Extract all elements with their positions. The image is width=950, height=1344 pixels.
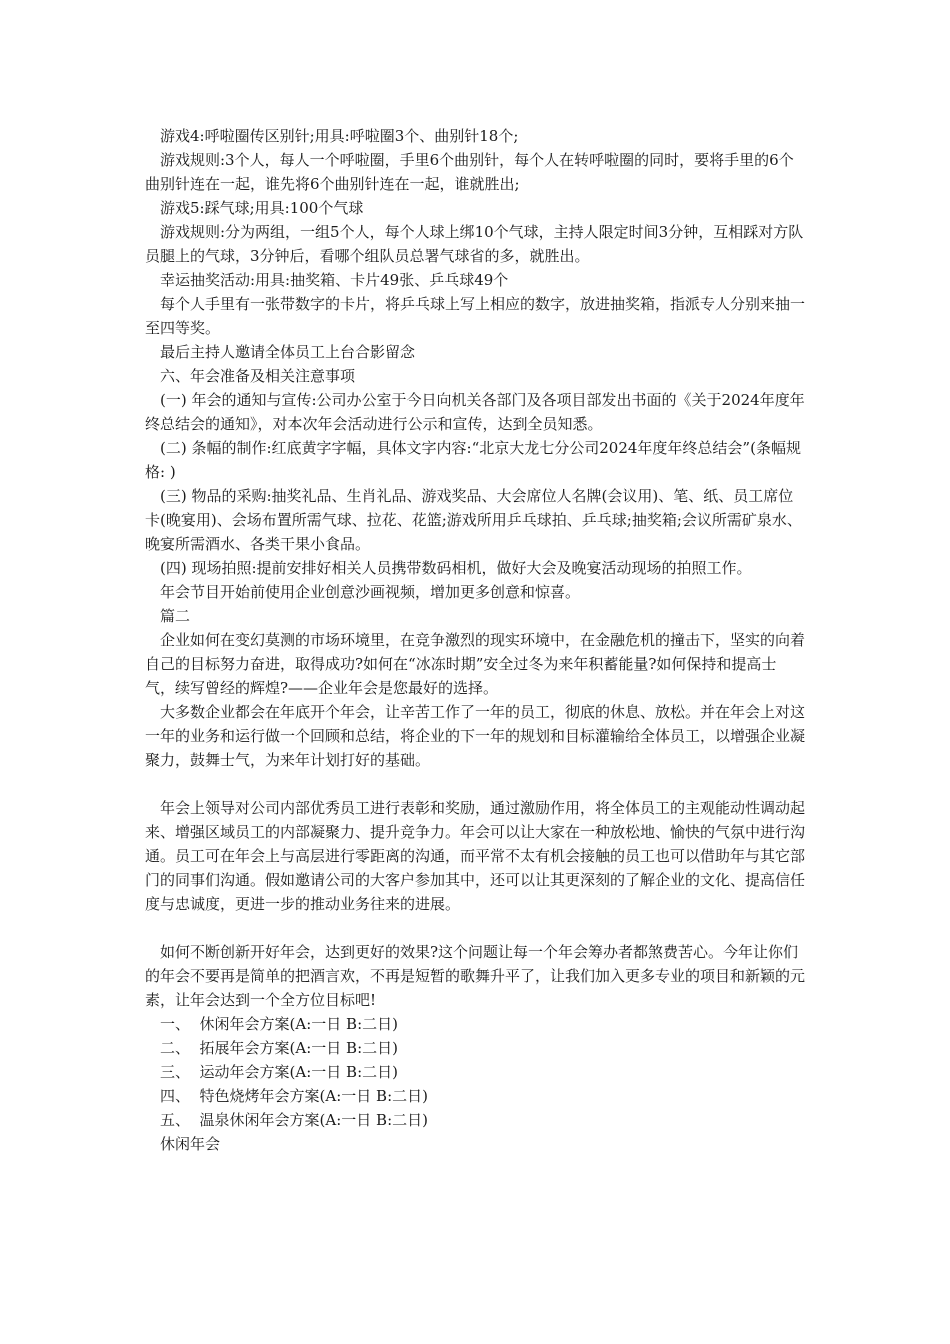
paragraph-game5: 游戏5:踩气球;用具:100个气球 — [160, 199, 364, 217]
list-item: 二、 拓展年会方案(A:一日 B:二日) — [160, 1039, 398, 1057]
list-item: 一、 休闲年会方案(A:一日 B:二日) — [160, 1015, 398, 1033]
paragraph-photography: (四) 现场拍照:提前安排好相关人员携带数码相机，做好大会及晚宴活动现场的拍照工作。 — [160, 559, 752, 577]
blank-line — [145, 916, 805, 940]
section-heading-preparation: 六、年会准备及相关注意事项 — [160, 367, 356, 385]
paragraph-year-end: 大多数企业都会在年底开个年会，让辛苦工作了一年的员工，彻底的休息、放松。并在年会上对这一年的业务和运行做一个回顾和总结，将企业的下一年的规划和目标灌输给全体员工，以增强企业凝聚力，鼓舞士气，为来年计划打好的基础。 — [145, 703, 806, 769]
paragraph-intro: 企业如何在变幻莫测的市场环境里，在竞争激烈的现实环境中，在金融危机的撞击下，坚实的向着自己的目标努力奋进，取得成功?如何在“冰冻时期”安全过冬为来年积蓄能量?如何保持和提高士气，续写曾经的辉煌?——企业年会是您最好的选择。 — [145, 631, 806, 697]
document-body — [145, 124, 805, 1156]
blank-line — [145, 772, 805, 796]
paragraph-lucky-draw-rules: 每个人手里有一张带数字的卡片，将乒乓球上写上相应的数字，放进抽奖箱，指派专人分别来抽一至四等奖。 — [145, 295, 806, 337]
list-item: 五、 温泉休闲年会方案(A:一日 B:二日) — [160, 1111, 428, 1129]
paragraph-sand-art: 年会节目开始前使用企业创意沙画视频，增加更多创意和惊喜。 — [160, 583, 581, 601]
paragraph-game4: 游戏4:呼啦圈传区别针;用具:呼啦圈3个、曲别针18个; — [160, 127, 519, 145]
paragraph-game5-rules: 游戏规则:分为两组，一组5个人，每个人球上绑10个气球，主持人限定时间3分钟，互相踩对方队员腿上的气球，3分钟后，看哪个组队员总署气球省的多，就胜出。 — [145, 223, 804, 265]
paragraph-lucky-draw: 幸运抽奖活动:用具:抽奖箱、卡片49张、乒乓球49个 — [160, 271, 509, 289]
paragraph-closing: 休闲年会 — [160, 1135, 221, 1153]
paragraph-awards: 年会上领导对公司内部优秀员工进行表彰和奖励，通过激励作用，将全体员工的主观能动性调动起来、增强区域员工的内部凝聚力、提升竞争力。年会可以让大家在一种放松地、愉快的气氛中进行沟通。员工可在年会上与高层进行零距离的沟通，而平常不太有机会接触的员工也可以借助年与其它部门的同事们沟通。假如邀请公司的大客户参加其中，还可以让其更深刻的了解企业的文化、提高信任度与忠诚度，更进一步的推动业务往来的进展。 — [145, 799, 806, 913]
paragraph-game4-rules: 游戏规则:3个人，每人一个呼啦圈，手里6个曲别针，每个人在转呼啦圈的同时，要将手里的6个曲别针连在一起，谁先将6个曲别针连在一起，谁就胜出; — [145, 151, 794, 193]
list-item: 三、 运动年会方案(A:一日 B:二日) — [160, 1063, 398, 1081]
paragraph-group-photo: 最后主持人邀请全体员工上台合影留念 — [160, 343, 416, 361]
paragraph-notice: (一) 年会的通知与宣传:公司办公室于今日向机关各部门及各项目部发出书面的《关于2024年度年终总结会的通知》，对本次年会活动进行公示和宣传，达到全员知悉。 — [145, 391, 805, 433]
paragraph-banner: (二) 条幅的制作:红底黄字字幅，具体文字内容:“北京大龙七分公司2024年度年终总结会”(条幅规格: ) — [145, 439, 801, 481]
list-item: 四、 特色烧烤年会方案(A:一日 B:二日) — [160, 1087, 428, 1105]
section-heading-part-two: 篇二 — [160, 607, 191, 625]
paragraph-innovation: 如何不断创新开好年会，达到更好的效果?这个问题让每一个年会筹办者都煞费苦心。今年让你们的年会不要再是简单的把酒言欢，不再是短暂的歌舞升平了，让我们加入更多专业的项目和新颖的元素，让年会达到一个全方位目标吧! — [145, 943, 806, 1009]
paragraph-purchase: (三) 物品的采购:抽奖礼品、生肖礼品、游戏奖品、大会席位人名牌(会议用)、笔、纸、员工席位卡(晚宴用)、会场布置所需气球、拉花、花篮;游戏所用乒乓球拍、乒乓球;抽奖箱;会议所需矿泉水、晚宴所需酒水、各类干果小食品。 — [145, 487, 802, 553]
